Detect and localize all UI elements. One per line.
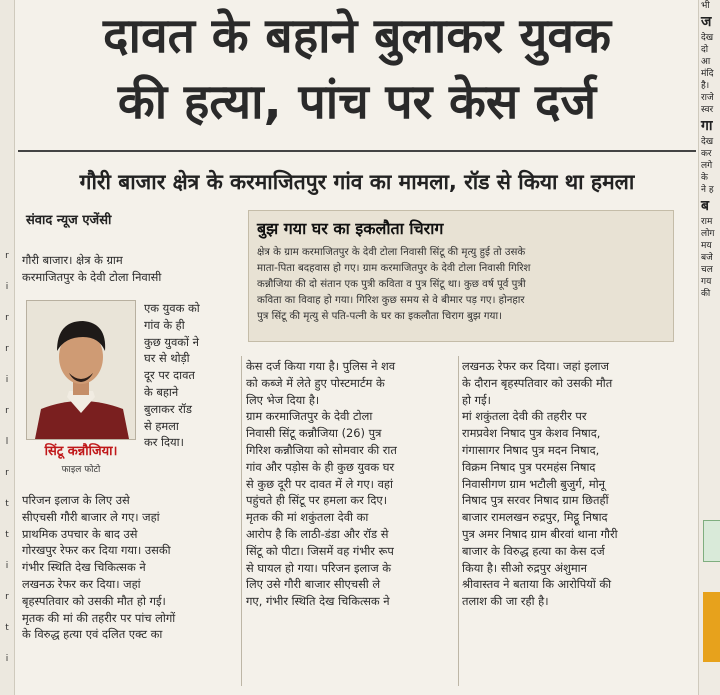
text-line: पुत्र अमर निषाद ग्राम बीरवां थाना गौरी — [462, 526, 618, 541]
text-line: किया है। सीओ रुद्रपुर अंशुमान — [462, 560, 587, 575]
adjacent-text-fragment: है। — [701, 81, 710, 91]
adjacent-text-fragment: गा — [701, 118, 713, 134]
text-line: सीएचसी गौरी बाजार ले गए। जहां — [22, 509, 160, 524]
column-divider — [241, 356, 242, 686]
text-line: ग्राम करमाजितपुर के देवी टोला — [246, 409, 373, 424]
adjacent-text-fragment: ज — [701, 14, 712, 30]
headline-line-2: की हत्या, पांच पर केस दर्ज — [117, 74, 597, 130]
text-line: से कुछ दूरी पर दावत में ले गए। वहां — [246, 476, 393, 491]
sidebar-line: क्षेत्र के ग्राम करमाजितपुर के देवी टोला निवासी सिंटू की मृत्यु हुई तो उसके — [257, 247, 526, 258]
adjacent-text-fragment: मंदि — [701, 69, 714, 79]
adjacent-text-fragment: i — [5, 561, 9, 571]
adjacent-text-fragment: r — [5, 344, 9, 354]
text-line: सिंटू को पीटा। जिसमें वह गंभीर रूप — [246, 543, 394, 558]
text-line: निवासीगण ग्राम भटौली बुजुर्ग, मोनू — [462, 476, 605, 491]
text-line: के विरुद्ध हत्या एवं दलित एक्ट का — [22, 627, 163, 642]
sidebar-line: कविता का विवाह हो गया। गिरिश कुछ समय से वे बीमार पड़ गए। होनहार — [257, 295, 525, 306]
sidebar-line: माता-पिता बदहवास हो गए। ग्राम करमाजितपुर के देवी टोला निवासी गिरिश — [257, 263, 531, 274]
text-line: गंगासागर निषाद पुत्र मदन निषाद, — [462, 442, 600, 457]
text-line: दूर पर दावत — [144, 368, 195, 383]
adjacent-text-fragment: लोग — [701, 229, 715, 239]
adjacent-text-fragment: r — [5, 468, 9, 478]
adjacent-text-fragment: i — [5, 375, 9, 385]
text-line: बुलाकर रॉड — [144, 401, 192, 416]
adjacent-text-fragment: राजे — [701, 93, 714, 103]
column-1-wrap — [144, 300, 238, 451]
adjacent-text-fragment: r — [5, 251, 9, 261]
adjacent-text-fragment: दो — [701, 45, 709, 55]
text-line: श्रीवास्तव ने बताया कि आरोपियों की — [462, 577, 612, 592]
adjacent-text-fragment: कर — [701, 149, 712, 159]
text-line: गोरखपुर रेफर कर दिया गया। उसकी — [22, 543, 171, 558]
text-line: मृतक की मां की तहरीर पर पांच लोगों — [22, 610, 176, 625]
text-line: के बहाने — [144, 384, 179, 399]
text-line: घर से थोड़ी — [144, 351, 190, 366]
adjacent-text-fragment: l — [5, 437, 9, 447]
column-1-body — [22, 492, 238, 643]
adjacent-graphic — [703, 520, 720, 562]
text-line: लखनऊ रेफर कर दिया। जहां इलाज — [462, 359, 609, 373]
portrait-icon — [27, 301, 135, 439]
text-line: से घायल हो गया। परिजन इलाज के — [246, 560, 392, 575]
text-line: विक्रम निषाद पुत्र परमहंस निषाद — [462, 459, 596, 474]
adjacent-logo — [703, 592, 720, 662]
adjacent-text-fragment: i — [5, 282, 9, 292]
text-line: गौरी बाजार। क्षेत्र के ग्राम — [22, 253, 123, 267]
text-line: निषाद पुत्र सरवर निषाद ग्राम छितहीं — [462, 493, 609, 508]
text-line: गंभीर स्थिति देख चिकित्सक ने — [22, 560, 146, 575]
text-line: लिए भेज दिया है। — [246, 392, 320, 407]
adjacent-text-fragment: बजे — [701, 253, 713, 263]
adjacent-text-fragment: i — [5, 654, 9, 664]
headline-divider — [18, 150, 696, 152]
sidebar-line: कन्नौजिया की दो संतान एक पुत्री कविता व पुत्र सिंटू था। कुछ वर्ष पूर्व पुत्री — [257, 279, 526, 290]
adjacent-text-fragment: मय — [701, 241, 712, 251]
adjacent-text-fragment: ब — [701, 198, 709, 214]
adjacent-column-right — [698, 0, 720, 695]
victim-photo — [26, 300, 136, 440]
text-line: गांव और पड़ोस के ही कुछ युवक घर — [246, 459, 395, 474]
text-line: गए, गंभीर स्थिति देख चिकित्सक ने — [246, 594, 390, 609]
column-2-body — [246, 358, 454, 610]
photo-caption: सिंटू कन्नौजिया। — [44, 444, 118, 459]
sidebar-box — [248, 210, 674, 342]
text-line: के दौरान बृहस्पतिवार को उसकी मौत — [462, 375, 613, 390]
text-line: लखनऊ रेफर कर दिया। जहां — [22, 576, 141, 591]
text-line: गिरिश कन्नौजिया को सोमवार की रात — [246, 442, 397, 457]
text-line: बाजार रामलखन रुद्रपुर, मिट्ठू निषाद — [462, 510, 608, 525]
adjacent-text-fragment: ने ह — [701, 185, 714, 195]
adjacent-text-fragment: गय — [701, 277, 712, 287]
text-line: मृतक की मां शकुंतला देवी का — [246, 510, 369, 525]
adjacent-text-fragment: r — [5, 313, 9, 323]
text-line: रामप्रवेश निषाद पुत्र केशव निषाद, — [462, 426, 601, 441]
byline: संवाद न्यूज एजेंसी — [26, 213, 112, 228]
column-1-intro — [22, 252, 234, 286]
column-3-body — [462, 358, 674, 610]
subheadline: गौरी बाजार क्षेत्र के करमाजितपुर गांव का मामला, रॉड से किया था हमला — [79, 170, 635, 194]
adjacent-text-fragment: t — [5, 530, 9, 540]
text-line: गांव के ही — [144, 317, 185, 332]
adjacent-text-fragment: r — [5, 406, 9, 416]
text-line: बृहस्पतिवार को उसकी मौत हो गई। — [22, 593, 166, 608]
adjacent-text-fragment: लगे — [701, 161, 713, 171]
adjacent-text-fragment: देख — [701, 33, 714, 43]
sidebar-box-heading: बुझ गया घर का इकलौता चिराग — [257, 219, 444, 238]
adjacent-text-fragment: t — [5, 623, 9, 633]
text-line: हो गई। — [462, 392, 491, 407]
adjacent-text-fragment: स्वर — [701, 105, 714, 115]
text-line: पहुंचते ही सिंटू पर हमला कर दिए। — [246, 493, 388, 508]
adjacent-text-fragment: आ — [701, 57, 711, 67]
adjacent-text-fragment: के — [701, 173, 708, 183]
text-line: परिजन इलाज के लिए उसे — [22, 493, 130, 507]
text-line: कर दिया। — [144, 435, 184, 450]
text-line: कुछ युवकों ने — [144, 334, 199, 349]
adjacent-column-left — [0, 0, 15, 695]
text-line: बाजार के विरुद्ध हत्या का केस दर्ज — [462, 543, 605, 558]
photo-credit: फाइल फोटो — [61, 465, 101, 475]
sidebar-line: पुत्र सिंटू की मृत्यु से पति-पत्नी के घर का इकलौता चिराग बुझ गया। — [257, 311, 502, 322]
headline-line-1: दावत के बहाने बुलाकर युवक — [103, 8, 611, 64]
text-line: आरोप है कि लाठी-डंडा और रॉड से — [246, 526, 389, 541]
text-line: लिए उसे गौरी बाजार सीएचसी ले — [246, 577, 381, 592]
column-divider — [458, 356, 459, 686]
text-line: करमाजितपुर के देवी टोला निवासी — [22, 269, 162, 284]
text-line: तलाश की जा रही है। — [462, 594, 549, 609]
text-line: से हमला — [144, 418, 179, 433]
adjacent-text-fragment: राम — [701, 217, 713, 227]
adjacent-text-fragment: चल — [701, 265, 713, 275]
text-line: प्राथमिक उपचार के बाद उसे — [22, 526, 138, 541]
sidebar-box-text — [257, 245, 661, 325]
text-line: मां शकुंतला देवी की तहरीर पर — [462, 409, 587, 424]
text-line: एक युवक को — [144, 301, 200, 315]
text-line: को कब्जे में लेते हुए पोस्टमार्टम के — [246, 375, 385, 390]
adjacent-text-fragment: की — [701, 289, 711, 299]
adjacent-text-fragment: r — [5, 592, 9, 602]
adjacent-text-fragment: देख — [701, 137, 714, 147]
adjacent-text-fragment: भी — [701, 1, 710, 11]
adjacent-text-fragment: t — [5, 499, 9, 509]
text-line: निवासी सिंटू कन्नौजिया (26) पुत्र — [246, 426, 382, 441]
text-line: केस दर्ज किया गया है। पुलिस ने शव — [246, 359, 396, 373]
